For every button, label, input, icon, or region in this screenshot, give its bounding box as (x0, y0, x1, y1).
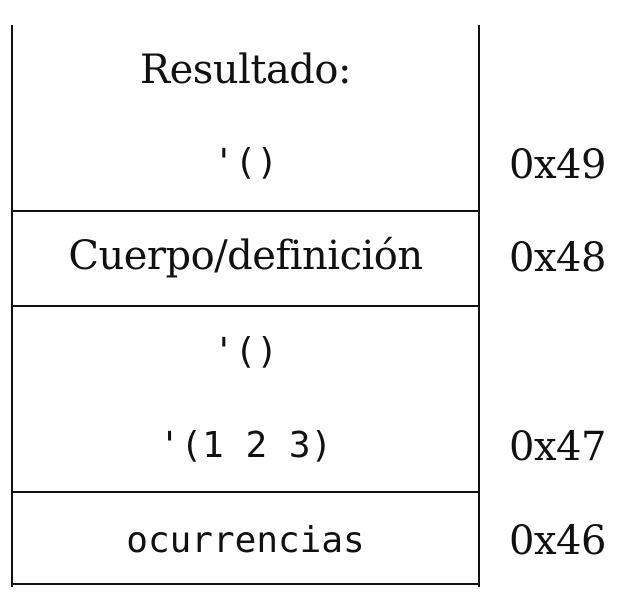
memory-stack (11, 25, 480, 587)
body-label: Cuerpo/definición (68, 233, 423, 279)
procedure-name: ocurrencias (126, 520, 365, 561)
frame-divider-48-47 (13, 305, 478, 307)
arg-list: '(1 2 3) (158, 425, 333, 466)
arg-empty-list: '() (212, 331, 279, 372)
result-label: Resultado: (140, 47, 351, 93)
address-0x47: 0x47 (509, 424, 606, 470)
frame-divider-47-46 (13, 491, 478, 493)
address-0x49: 0x49 (509, 142, 606, 188)
frame-divider-49-48 (13, 210, 478, 212)
address-0x46: 0x46 (509, 518, 606, 564)
result-value: '() (212, 142, 279, 183)
stack-bottom-border (13, 583, 478, 585)
address-0x48: 0x48 (509, 235, 606, 281)
